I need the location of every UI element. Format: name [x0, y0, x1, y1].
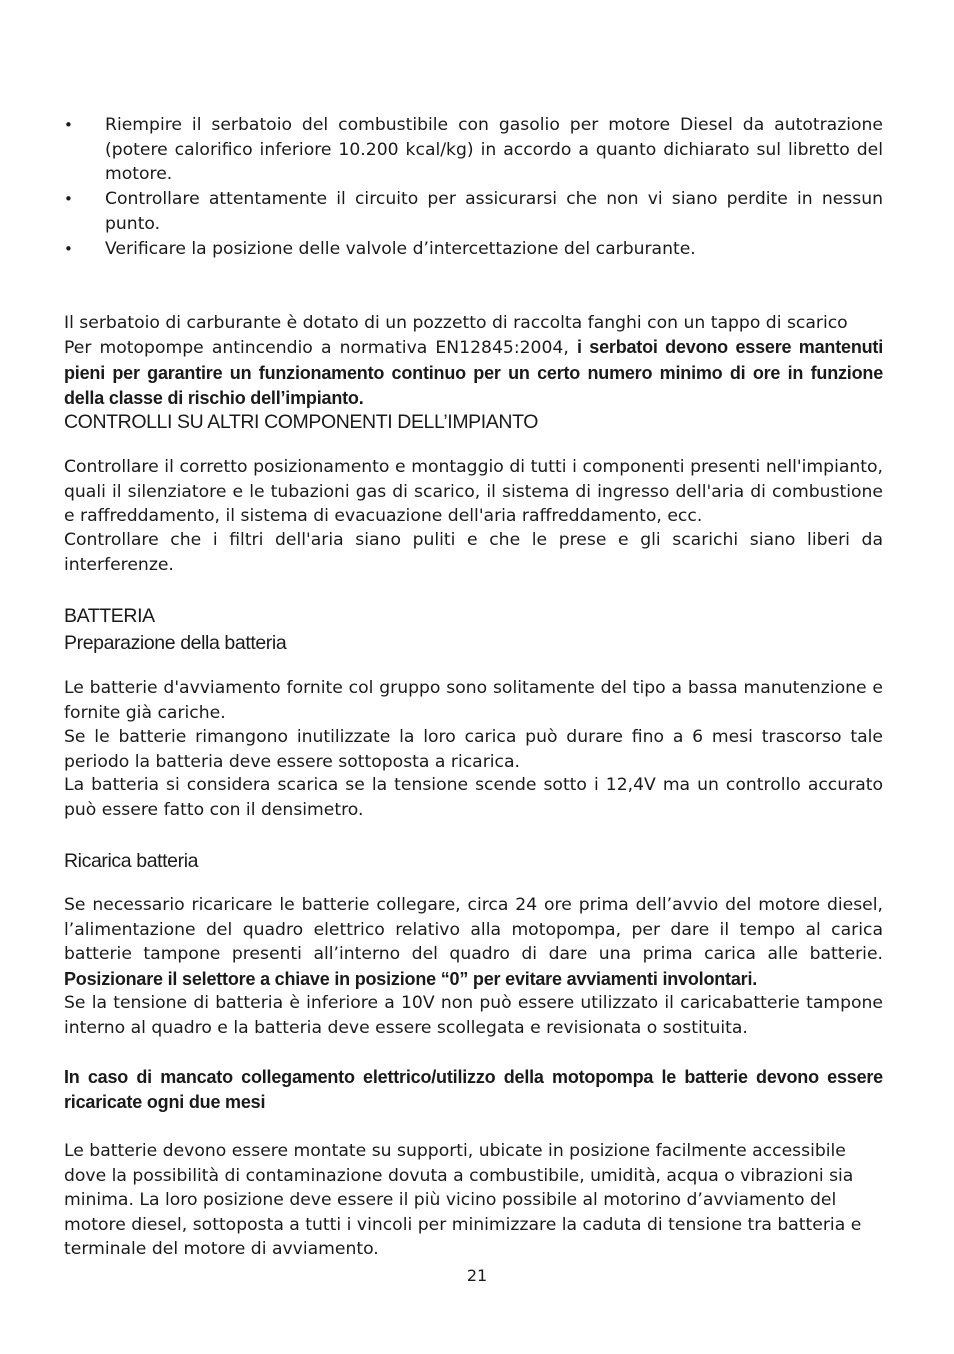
fuel-tank-standard-text: Per motopompe antincendio a normativa EN12845:2004,	[64, 338, 569, 358]
recharge-paragraph-1	[64, 893, 883, 992]
fuel-tank-standard-paragraph	[64, 335, 883, 412]
section-heading-battery: BATTERIA	[64, 605, 155, 627]
bullet-symbol: •	[64, 240, 73, 258]
battery-paragraph-2: Se le batterie rimangono inutilizzate la loro carica può durare fino a 6 mesi trascorso tale periodo la batteria deve essere sottoposta a ricarica.	[64, 727, 883, 772]
other-components-paragraph-1: Controllare il corretto posizionamento e montaggio di tutti i componenti presenti nell'impianto, quali il silenziatore e le tubazioni gas di scarico, il sistema di ingresso dell'aria di combustione e raffreddamento, il sistema di evacuazione dell'aria raffreddamento, ecc.	[64, 457, 883, 526]
bullet-item-valves: Verificare la posizione delle valvole d’intercettazione del carburante.	[105, 239, 696, 259]
battery-paragraph-1: Le batterie d'avviamento fornite col gruppo sono solitamente del tipo a bassa manutenzione e fornite già cariche.	[64, 678, 883, 723]
subheading-battery-recharge: Ricarica batteria	[64, 850, 199, 872]
bullet-item-fuel-fill: Riempire il serbatoio del combustibile con gasolio per motore Diesel da autotrazione (potere calorifico inferiore 10.200 kcal/kg) in accordo a quanto dichiarato sul libretto del motore.	[105, 115, 883, 184]
recharge-key-selector-note: Posizionare il selettore a chiave in posizione “0” per evitare avviamenti involontari.	[64, 968, 758, 989]
subheading-battery-preparation: Preparazione della batteria	[64, 632, 287, 654]
fuel-tank-bold-text: i serbatoi devono essere mantenuti pieni per garantire un funzionamento continuo per un certo numero minimo di ore in funzione della classe di rischio dell’impianto.	[64, 337, 883, 408]
battery-mounting-paragraph: Le batterie devono essere montate su supporti, ubicate in posizione facilmente accessibile dove la possibilità di contaminazione dovuta a combustibile, umidità, acqua o vibrazioni sia minima. La loro posizione deve essere il più vicino possibile al motorino d’avviamento del motore diesel, sottoposta a tutti i vincoli per minimizzare la caduta di tensione tra batteria e terminale del motore di avviamento.	[64, 1141, 862, 1259]
battery-paragraph-3: La batteria si considera scarica se la tensione scende sotto i 12,4V ma un controllo accurato può essere fatto con il densimetro.	[64, 775, 883, 820]
other-components-paragraph-2: Controllare che i filtri dell'aria siano puliti e che le prese e gli scarichi siano liberi da interferenze.	[64, 530, 883, 575]
recharge-paragraph-2: Se la tensione di batteria è inferiore a 10V non può essere utilizzato il caricabatterie tampone interno al quadro e la batteria deve essere scollegata e revisionata o sostituita.	[64, 993, 883, 1038]
recharge-text: Se necessario ricaricare le batterie collegare, circa 24 ore prima dell’avvio del motore diesel, l’alimentazione del quadro elettrico relativo alla motopompa, per dare il tempo al carica batterie tampone presenti all’interno del quadro di dare una prima carica alle batterie.	[64, 895, 883, 964]
bullet-symbol: •	[64, 116, 73, 134]
bullet-item-circuit-check: Controllare attentamente il circuito per assicurarsi che non vi siano perdite in nessun punto.	[105, 189, 883, 234]
recharge-warning: In caso di mancato collegamento elettrico/utilizzo della motopompa le batterie devono essere ricaricate ogni due mesi	[64, 1067, 883, 1112]
section-heading-other-components: CONTROLLI SU ALTRI COMPONENTI DELL’IMPIANTO	[64, 411, 539, 433]
bullet-symbol: •	[64, 190, 73, 208]
page-number: 21	[466, 1266, 488, 1285]
fuel-tank-line: Il serbatoio di carburante è dotato di un pozzetto di raccolta fanghi con un tappo di scarico	[64, 313, 848, 333]
